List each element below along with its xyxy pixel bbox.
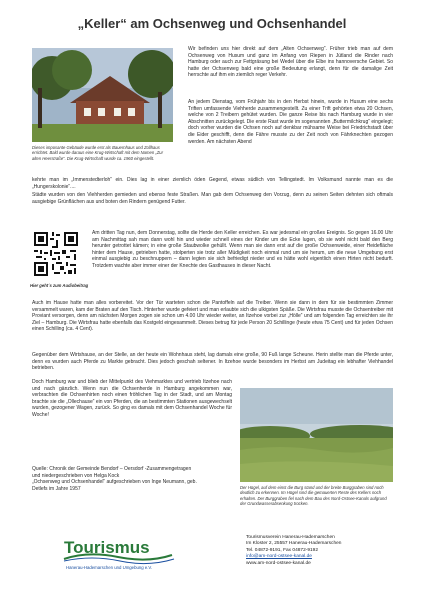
website-link[interactable]: www.am-nord-ostsee-kanal.de [246, 560, 311, 566]
address-line-2: Im Kloster 2, 25557 Hanerau-Hademarschen [246, 541, 342, 547]
logo-sub: Hanerau-Hademarschen und Umgebung e.V. [66, 565, 153, 570]
paragraph-2: An jedem Dienstag, vom Frühjahr bis in den Herbst hinein, wurde in Husum eine sechs Triften umfassende Viehherde zusammengestellt. Zu einer Trift gehörten etwa 20 Ochsen, welche von 2 Treibern gehütet wurden. Die ganze Reise bis nach Hamburg wurde in vier Abschnitten zurückgelegt. Die erste Rast wurde im sogenannten „Buttermilchkrug“ eingelegt; doch vorher wurden die Ochsen noch auf denkbar mühsame Weise bei Friedrichstadt über die Eider geschifft, denn die Fähre musste zu der Zeit noch von Fährknechten gezogen werden. Am nächsten Abend [188, 99, 393, 145]
qr-code[interactable] [32, 230, 80, 278]
tourismus-logo [58, 533, 178, 573]
farmhouse-photo [32, 48, 173, 142]
source-line-2: und niedergeschrieben von Helga Kock [32, 472, 120, 479]
address-block [246, 535, 341, 567]
source-line-3: „Ochsenweg und Ochsenhandel“ aufgeschrieben von Inge Neumann, geb. [32, 479, 197, 486]
field-photo [240, 388, 393, 482]
farmhouse-caption: Dieses imposante Gebäude wurde erst als Bauernhaus und Zollhaus errichtet. Bald wurde daraus eine Krug-Wirtschaft mit dem Namen „Zur alten Heerstraße“. Die Krug-Wirtschaft wurde ca. 1960 eingestellt. [32, 145, 163, 161]
paragraph-4: Am dritten Tag nun, dem Donnerstag, sollte die Herde den Keller erreichen. Es war jedesmal ein großes Ereignis. So gegen 16.00 Uhr am Nachmittag sah man dann wohl hin und wieder schnell eines der Kinder um die Ecke lugen, ob sie wohl nicht bald den Berg herunter getrottet kämen; in eine große Staubwolke gehüllt. Wenn man sie dann erst auf die große Ochsenweide, einer Heidefläche hinter dem Hause, getrieben hatte, stolperten sie trotz aller Müdigkeit noch einmal rund um sie herum, um die neue Umgebung erst einmal ausgiebig zu beschnuppern – dann legten sie sich befriedigt nieder und es hätte wohl eigentlich einen Hirten nicht bedurft. Trotzdem wachte aber immer einer der Knechte des Gasthauses in dieser Nacht. [92, 230, 393, 269]
field-caption: Der Hügel, auf dem einst die Burg stand und der breite Burggraben sind noch deutlich zu erkennen. Im Hügel sind die gemauerten Reste des Kellers noch erhalten. Der Burggraben fiel nach dem Bau des Nord-Ostsee-Kanals aufgrund der Grundwasserabsenkung trocken. [240, 485, 387, 506]
source-block [32, 466, 237, 492]
address-line-1: Tourismusverein Hanerau-Hademarschen [246, 535, 335, 540]
paragraph-1: Wir befinden uns hier direkt auf dem „Alten Ochsenweg“. Früher trieb man auf dem Ochsenweg von Husum und ganz im Anfang von Riepen in Jütland die Rinder nach Hamburg oder auch zur Fettgräsung bei Wedel über die Elbe ins hannoversche Gebiet. So hatte der Ochsenweg bald eine große Bedeutung erlangt, denn für die damalige Zeit herrschte auf ihm ein ziemlich reger Verkehr. [188, 46, 393, 79]
source-line-4: Detlefs im Jahre 1957 [32, 485, 81, 492]
qr-caption: Hier geht´s zum Audiobeitrag [30, 283, 89, 288]
paragraph-2b: kehrte man im „Immenstedterloh“ ein. Dies lag in einer ziemlich öden Gegend, etwas südlich von Tellingstedt. Im Volksmund nannte man es die „Hungerskolonie“.... [32, 177, 393, 190]
paragraph-3: Städte wurden von den Viehherden gemieden und ebenso feste Straßen. Man gab dem Ochsenweg den Vorzug, denn zu seinen Seiten dehnten sich oftmals ausgiebige Grünflächen aus und boten den Rindern genügend Futter. [32, 192, 393, 205]
paragraph-5: Auch im Hause hatte man alles vorbereitet. Vor der Tür warteten schon die Pantoffeln auf die Treiber. Wenn sie dann in dem für sie bestimmten Zimmer versammelt waren, kam der Braten auf den Tisch. Hinterher wurde gefeiert und man erlaubte sich die ulkigsten Späße. Die Wirtsfrau musste die Ochsentreiber mit Proviant versorgen, denn am nächsten Morgen zogen sie schon um 4.00 Uhr wieder weiter, an Itzehoe vorbei zur „Hölle“ und am folgenden Tag erreichten sie ihr Ziel – Hamburg. Die Wirtsfrau hatte ebenfalls das Kostgeld eingesammelt. Dieses betrug für jede Person 20 Schillinge (heute etwa 75 Cent) und für jeden Ochsen einen Schilling (ca. 4 Cent). [32, 300, 393, 333]
address-line-3: Tel. 04872-9191, Fax 04872-9192 [246, 547, 319, 553]
paragraph-6: Gegenüber dem Wirtshause, an der Stelle, an der heute ein Wohnhaus steht, lag damals eine große, 90 Fuß lange Scheune. Herin stellte man die Pferde unter, denn es wurden auch Pferde zu Markte gebracht. Dies jedoch geschah seltener. In Itzehoe wurde besonders im Herbst am Judeitag ein lebhafter Viehhandel betrieben. [32, 352, 393, 372]
paragraph-7: Doch Hamburg war und blieb der Mittelpunkt des Viehmarktes und vertrieb Itzehoe nach und nach gänzlich. Wenn nun die Ochsenherde in Hamburg angekommen war, verbrachten die Ochsenhirten noch einen fröhlichen Tag in der Stadt, und am Montag brachte sie die „Ollechause“ ein von Pferden, die an bestimmten Stationen ausgewechselt wurden, gezogener Wagen, zurück. So ging es damals mit dem Ochsenhandel Woche für Woche! [32, 379, 232, 418]
email-link[interactable]: info@am-nord-ostsee-kanal.de [246, 554, 312, 560]
page-title: „Keller“ am Ochsenweg und Ochsenhandel [77, 16, 347, 31]
source-line-1: Quelle: Chronik der Gemeinde Bendorf – Oersdorf -Zusammengetragen [32, 466, 192, 472]
logo-name: Tourismus [64, 538, 150, 557]
